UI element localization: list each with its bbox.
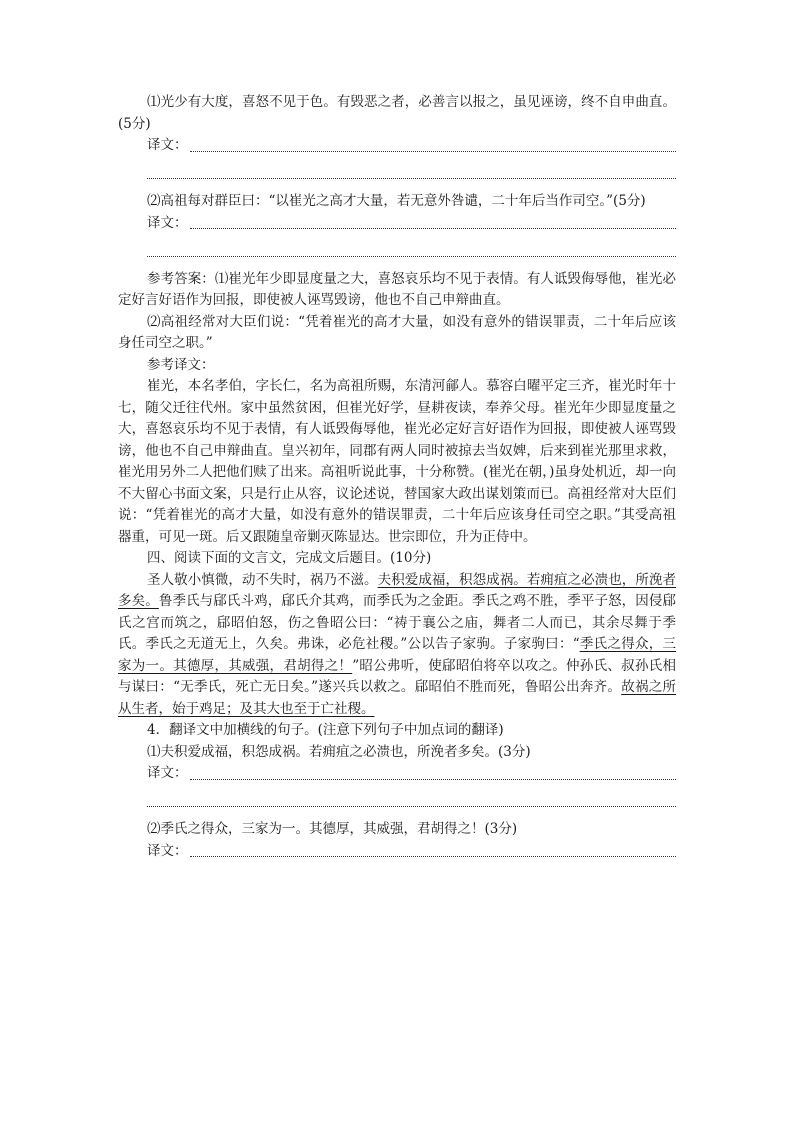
passage-text: 圣人敬小慎微，动不失时，祸乃不滋。: [147, 571, 378, 588]
question-4-title: 4．翻译文中加横线的句子。(注意下列句子中加点词的翻译): [147, 722, 504, 738]
question-3-1: ⑴光少有大度，喜怒不见于色。有毁恶之者，必善言以报之，虽见诬谤，终不自申曲直。(5分): [118, 94, 676, 132]
reference-translation-title: 参考译文：: [147, 356, 215, 373]
question-4-2: ⑵季氏之得众，三家为一。其德厚，其威强，君胡得之！(3分): [147, 821, 518, 837]
answer-label: 译文：: [147, 842, 188, 859]
reference-answer-1: 参考答案：⑴崔光年少即显度量之大，喜怒哀乐均不见于表情。有人诋毁侮辱他，崔光必定好言好语作为回报，即使被人诬骂毁谤，他也不自己申辩曲直。: [118, 270, 676, 308]
dotted-answer-line: [190, 856, 677, 857]
classical-passage: [118, 570, 676, 721]
reference-translation-body: 崔光，本名孝伯，字长仁，名为高祖所赐，东清河鄃人。慕容白曜平定三齐，崔光时年十七，随父迁往代州。家中虽然贫困，但崔光好学，昼耕夜读，奉养父母。崔光年少即显度量之大，喜怒哀乐均不见于表情，有人诋毁侮辱他，崔光必定好言好语作为回报，即使被人诬骂毁谤，他也不自己申辩曲直。皇兴初年，同郡有两人同时被掠去当奴婢，后来到崔光那里求救，崔光用另外二人把他们赎了出来。高祖听说此事，十分称赞。(崔光在朝，)虽身处机近，却一向不大留心书面文案，只是行止从容，议论述说，替国家大政出谋划策而已。高祖经常对大臣们说：“凭着崔光的高才大量，如没有意外的错误罪责，二十年后应该身任司空之职。”其受高祖器重，可见一斑。后又跟随皇帝剿灭陈显达。世宗即位，升为正侍中。: [118, 378, 676, 545]
answer-line[interactable]: [147, 763, 676, 785]
section-4-heading: 四、阅读下面的文言文，完成文后题目。(10分): [147, 550, 432, 566]
dotted-answer-line: [190, 151, 677, 152]
underlined-sentence: 季氏之得众，三家为一。其德厚，其威强，君胡得之！: [118, 636, 676, 674]
passage-text: 鲁季氏与郈氏斗鸡，郈氏介其鸡，而季氏为之金距。季氏之鸡不胜，季平子怒，因侵郈氏之宫而筑之，郈昭伯怒，伤之鲁昭公曰：“祷于襄公之庙，舞者二人而已，其余尽舞于季氏。季氏之无道无上，久矣。弗诛，必危社稷。”公以告子家驹。子家驹曰：“: [118, 593, 677, 652]
question-4-1: ⑴夫积爱成福，积怨成祸。若痈疽之必溃也，所浼者多矣。(3分): [147, 743, 531, 760]
dotted-answer-line: [190, 228, 677, 229]
answer-label: 译文：: [147, 137, 188, 153]
dotted-answer-line[interactable]: [147, 234, 676, 257]
passage-text: ”昭公弗听，使郈昭伯将卒以攻之。仲孙氏、叔孙氏相与谋曰：“无季氏，死亡无日矣。”遂兴兵以救之。郈昭伯不胜而死，鲁昭公出奔齐。: [118, 657, 676, 695]
answer-label: 译文：: [147, 214, 188, 231]
answer-line[interactable]: [147, 135, 676, 157]
underlined-sentence: 故祸之所从生者，始于鸡足；及其大也至于亡社稷。: [118, 679, 677, 717]
dotted-answer-line[interactable]: [147, 785, 676, 808]
underlined-sentence: 夫积爱成福，积怨成祸。若痈疽之必溃也，所浼者多矣。: [118, 571, 677, 609]
dotted-answer-line: [190, 779, 677, 780]
answer-line[interactable]: [147, 841, 676, 863]
document-page: [118, 92, 676, 862]
question-3-2: ⑵高祖每对群臣曰：“以崔光之高才大量，若无意外咎谴，二十年后当作司空。”(5分): [147, 193, 646, 209]
reference-answer-2: ⑵高祖经常对大臣们说：“凭着崔光的高才大量，如没有意外的错误罪责，二十年后应该身任司空之职。”: [118, 313, 676, 351]
answer-line[interactable]: [147, 213, 676, 235]
answer-label: 译文：: [147, 765, 188, 781]
dotted-answer-line[interactable]: [147, 157, 676, 180]
